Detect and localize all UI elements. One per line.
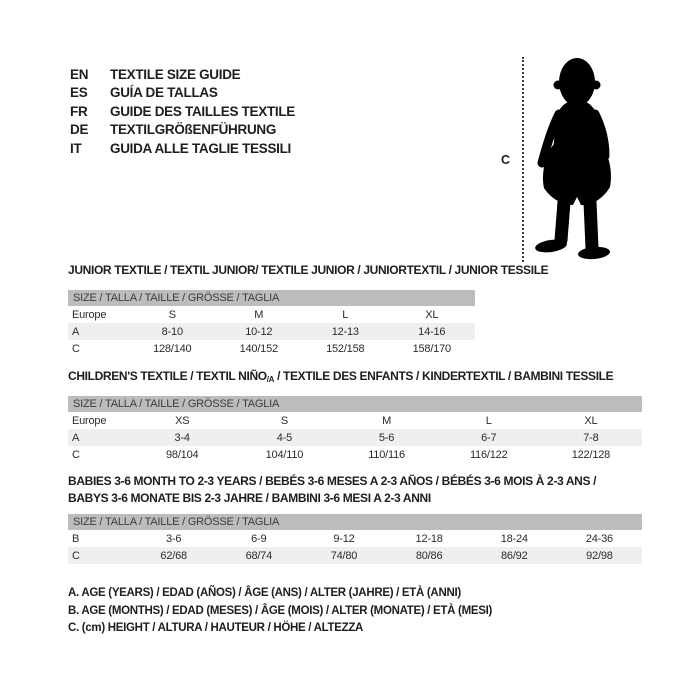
row-label-cell: A xyxy=(68,323,129,340)
size-cell: S xyxy=(280,414,288,427)
size-cell: 14-16 xyxy=(389,323,476,340)
language-label: GUIDE DES TAILLES TEXTILE xyxy=(110,103,296,119)
size-cell: 12-18 xyxy=(415,532,443,545)
children-title-part1: CHILDREN'S TEXTILE / TEXTIL NIÑO xyxy=(68,369,267,383)
language-code: EN xyxy=(70,66,89,82)
size-cell: 116/122 xyxy=(469,448,508,461)
measurement-legend xyxy=(68,585,492,638)
size-cell: 9-12 xyxy=(333,532,355,545)
table-row xyxy=(68,547,642,564)
language-label: TEXTILE SIZE GUIDE xyxy=(110,66,241,82)
size-cell: 7-8 xyxy=(540,429,642,446)
size-cell: 122/128 xyxy=(571,448,611,461)
children-title-part2: / TEXTILE DES ENFANTS / KINDERTEXTIL / BAMBINI TESSILE xyxy=(274,369,614,383)
size-cell: 98/104 xyxy=(165,448,199,461)
size-cell: M xyxy=(382,414,392,427)
size-cell: XL xyxy=(584,414,598,427)
table-row xyxy=(68,530,642,547)
children-section-title xyxy=(68,369,613,384)
babies-size-table xyxy=(68,514,642,564)
size-cell: 110/116 xyxy=(368,448,405,461)
table-row xyxy=(68,429,642,446)
size-cell: L xyxy=(342,308,349,321)
size-header-band: SIZE / TALLA / TAILLE / GRÖSSE / TAGLIA xyxy=(68,396,642,412)
language-label: GUÍA DE TALLAS xyxy=(110,85,218,101)
legend-line-b: B. AGE (MONTHS) / EDAD (MESES) / ÂGE (MOIS) / ALTER (MONATE) / ETÀ (MESI) xyxy=(68,604,493,617)
size-cell: 80/86 xyxy=(387,547,472,564)
table-row xyxy=(68,323,475,340)
language-list xyxy=(70,65,295,158)
children-size-table xyxy=(68,396,642,463)
row-label-cell: Europe xyxy=(72,308,107,321)
baby-silhouette-icon xyxy=(531,56,626,260)
language-label: TEXTILGRÖßENFÜHRUNG xyxy=(110,122,277,138)
junior-section-title: JUNIOR TEXTILE / TEXTIL JUNIOR/ TEXTILE JUNIOR / JUNIORTEXTIL / JUNIOR TESSILE xyxy=(68,263,549,277)
height-label-c: C xyxy=(501,153,511,167)
size-cell: M xyxy=(254,308,264,321)
row-label-cell: C xyxy=(68,547,131,564)
size-cell: 128/140 xyxy=(153,342,192,355)
size-header-band: SIZE / TALLA / TAILLE / GRÖSSE / TAGLIA xyxy=(68,290,475,306)
size-cell: 92/98 xyxy=(557,547,642,564)
children-title-subscript: /A xyxy=(266,375,275,384)
language-row-fr xyxy=(70,102,295,121)
size-header-band: SIZE / TALLA / TAILLE / GRÖSSE / TAGLIA xyxy=(68,514,642,530)
size-cell: 62/68 xyxy=(131,547,216,564)
size-cell: 152/158 xyxy=(326,342,365,355)
size-cell: 158/170 xyxy=(412,342,451,355)
row-label-cell: Europe xyxy=(72,414,107,427)
babies-section-title xyxy=(68,473,596,506)
row-label-cell: C xyxy=(72,448,80,461)
legend-line-a: A. AGE (YEARS) / EDAD (AÑOS) / ÂGE (ANS) / ALTER (JAHRE) / ETÀ (ANNI) xyxy=(68,587,461,599)
height-measure-dotted-line xyxy=(522,57,524,262)
language-row-it xyxy=(70,139,295,158)
junior-size-table xyxy=(68,290,475,357)
size-cell: L xyxy=(485,414,492,427)
size-cell: 10-12 xyxy=(216,323,302,340)
legend-line-c: C. (cm) HEIGHT / ALTURA / HAUTEUR / HÖHE / ALTEZZA xyxy=(68,622,364,634)
size-cell: 5-6 xyxy=(335,429,437,446)
size-cell: 6-7 xyxy=(438,429,540,446)
size-cell: XL xyxy=(425,308,439,321)
size-cell: 18-24 xyxy=(500,532,528,545)
size-cell: 86/92 xyxy=(472,547,557,564)
table-row xyxy=(68,412,642,429)
row-label-cell: A xyxy=(68,429,131,446)
size-cell: 3-4 xyxy=(131,429,233,446)
language-label: GUIDA ALLE TAGLIE TESSILI xyxy=(110,140,291,156)
size-cell: S xyxy=(168,308,176,321)
row-label-cell: C xyxy=(72,342,80,355)
language-code: DE xyxy=(70,122,89,138)
size-cell: 3-6 xyxy=(166,532,182,545)
size-cell: 8-10 xyxy=(129,323,215,340)
babies-title-line2: BABYS 3-6 MONATE BIS 2-3 JAHRE / BAMBINI 3-6 MESI A 2-3 ANNI xyxy=(68,490,431,505)
size-cell: 4-5 xyxy=(233,429,335,446)
language-row-de xyxy=(70,121,295,140)
table-row xyxy=(68,306,475,323)
language-code: ES xyxy=(70,85,88,101)
language-code: IT xyxy=(70,140,82,156)
size-cell: 6-9 xyxy=(251,532,267,545)
babies-title-line1: BABIES 3-6 MONTH TO 2-3 YEARS / BEBÉS 3-6 MESES A 2-3 AÑOS / BÉBÉS 3-6 MOIS À 2-3 ANS / xyxy=(68,474,597,488)
language-code: FR xyxy=(70,103,88,119)
size-cell: 140/152 xyxy=(239,342,278,355)
size-cell: 68/74 xyxy=(216,547,301,564)
size-cell: XS xyxy=(175,414,190,427)
size-cell: 104/110 xyxy=(265,448,304,461)
size-cell: 74/80 xyxy=(301,547,386,564)
language-row-en xyxy=(70,65,295,84)
language-row-es xyxy=(70,84,295,103)
size-cell: 24-36 xyxy=(585,532,613,545)
size-cell: 12-13 xyxy=(302,323,388,340)
table-row xyxy=(68,446,642,463)
row-label-cell: B xyxy=(72,532,80,545)
table-row xyxy=(68,340,475,357)
